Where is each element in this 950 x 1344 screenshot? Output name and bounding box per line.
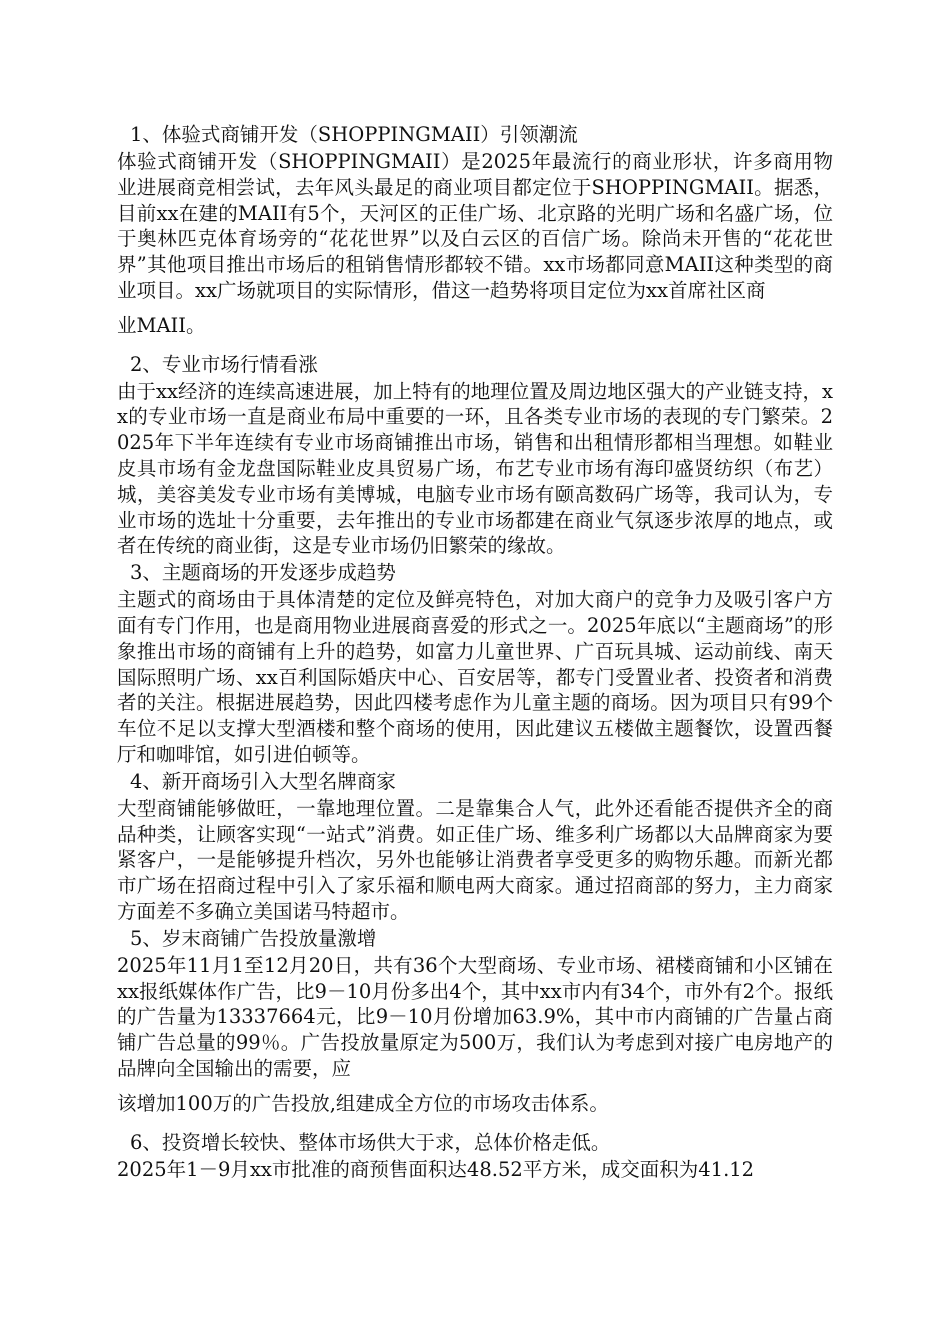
section-body: 大型商铺能够做旺，一靠地理位置。二是靠集合人气，此外还看能否提供齐全的商品种类，让顾客实现“一站式”消费。如正佳广场、维多利广场都以大品牌商家为要紧客户，一是能够提升档次，另外也能够让消费者享受更多的购物乐趣。而新光都市广场在招商过程中引入了家乐福和顺电两大商家。通过招商部的努力，主力商家方面差不多确立美国诺马特超市。 [117, 796, 833, 923]
section-6 [117, 1129, 833, 1183]
section-body: 2025年1－9月xx市批准的商预售面积达48.52平方米，成交面积为41.12 [117, 1157, 755, 1181]
section-body: 2025年11月1至12月20日，共有36个大型商场、专业市场、裙楼商铺和小区铺在xx报纸媒体作广告，比9－10月份多出4个，其中xx市内有34个，市外有2个。报纸的广告量为13337664元，比9－10月份增加63.9%，其中市内商铺的广告量占商铺广告总量的99％。广告投放量原定为500万，我们认为考虑到对接广电房地产的品牌向全国输出的需要，应 [117, 953, 833, 1080]
section-heading: 5、岁末商铺广告投放量激增 [130, 926, 377, 950]
section-1 [117, 121, 833, 339]
section-body-tail: 该增加100万的广告投放,组建成全方位的市场攻击体系。 [117, 1091, 609, 1115]
document-page [117, 121, 833, 1182]
section-heading: 3、主题商场的开发逐步成趋势 [130, 561, 396, 585]
section-body: 主题式的商场由于具体清楚的定位及鲜亮特色，对加大商户的竞争力及吸引客户方面有专门作用，也是商用物业进展商喜爱的形式之一。2025年底以“主题商场”的形象推出市场的商铺有上升的趋势，如富力儿童世界、广百玩具城、运动前线、南天国际照明广场、xx百利国际婚庆中心、百安居等，都专门受置业者、投资者和消费者的关注。根据进展趋势，因此四楼考虑作为儿童主题的商场。因为项目只有99个车位不足以支撑大型酒楼和整个商场的使用，因此建议五楼做主题餐饮，设置西餐厅和咖啡馆，如引进伯顿等。 [117, 588, 833, 766]
section-heading: 1、体验式商铺开发（SHOPPINGMAII）引领潮流 [130, 123, 578, 146]
section-4 [117, 768, 833, 925]
section-body: 体验式商铺开发（SHOPPINGMAII）是2025年最流行的商业形状，许多商用物业进展商竞相尝试，去年风头最足的商业项目都定位于SHOPPINGMAII。据悉，目前xx在建的MAII有5个，天河区的正佳广场、北京路的光明广场和名盛广场，位于奥林匹克体育场旁的“花花世界”以及白云区的百信广场。除尚未开售的“花花世界”其他项目推出市场后的租销售情形都较不错。xx市场都同意MAII这种类型的商业项目。xx广场就项目的实际情形，借这一趋势将项目定位为xx首席社区商 [117, 150, 833, 302]
section-body-tail: 业MAII。 [117, 313, 206, 337]
section-heading: 4、新开商场引入大型名牌商家 [130, 769, 396, 793]
section-3 [117, 559, 833, 768]
section-2 [117, 351, 833, 560]
section-5 [117, 925, 833, 1117]
section-body: 由于xx经济的连续高速进展，加上特有的地理位置及周边地区强大的产业链支持，xx的专业市场一直是商业布局中重要的一环，且各类专业市场的表现的专门繁荣。2025年下半年连续有专业市场商铺推出市场，销售和出租情形都相当理想。如鞋业皮具市场有金龙盘国际鞋业皮具贸易广场，布艺专业市场有海印盛贤纺织（布艺）城，美容美发专业市场有美博城，电脑专业市场有颐高数码广场等，我司认为，专业市场的选址十分重要，去年推出的专业市场都建在商业气氛逐步浓厚的地点，或者在传统的商业街，这是专业市场仍旧繁荣的缘故。 [117, 379, 833, 558]
section-heading: 6、投资增长较快、整体市场供大于求，总体价格走低。 [130, 1130, 611, 1154]
section-heading: 2、专业市场行情看涨 [130, 352, 318, 376]
